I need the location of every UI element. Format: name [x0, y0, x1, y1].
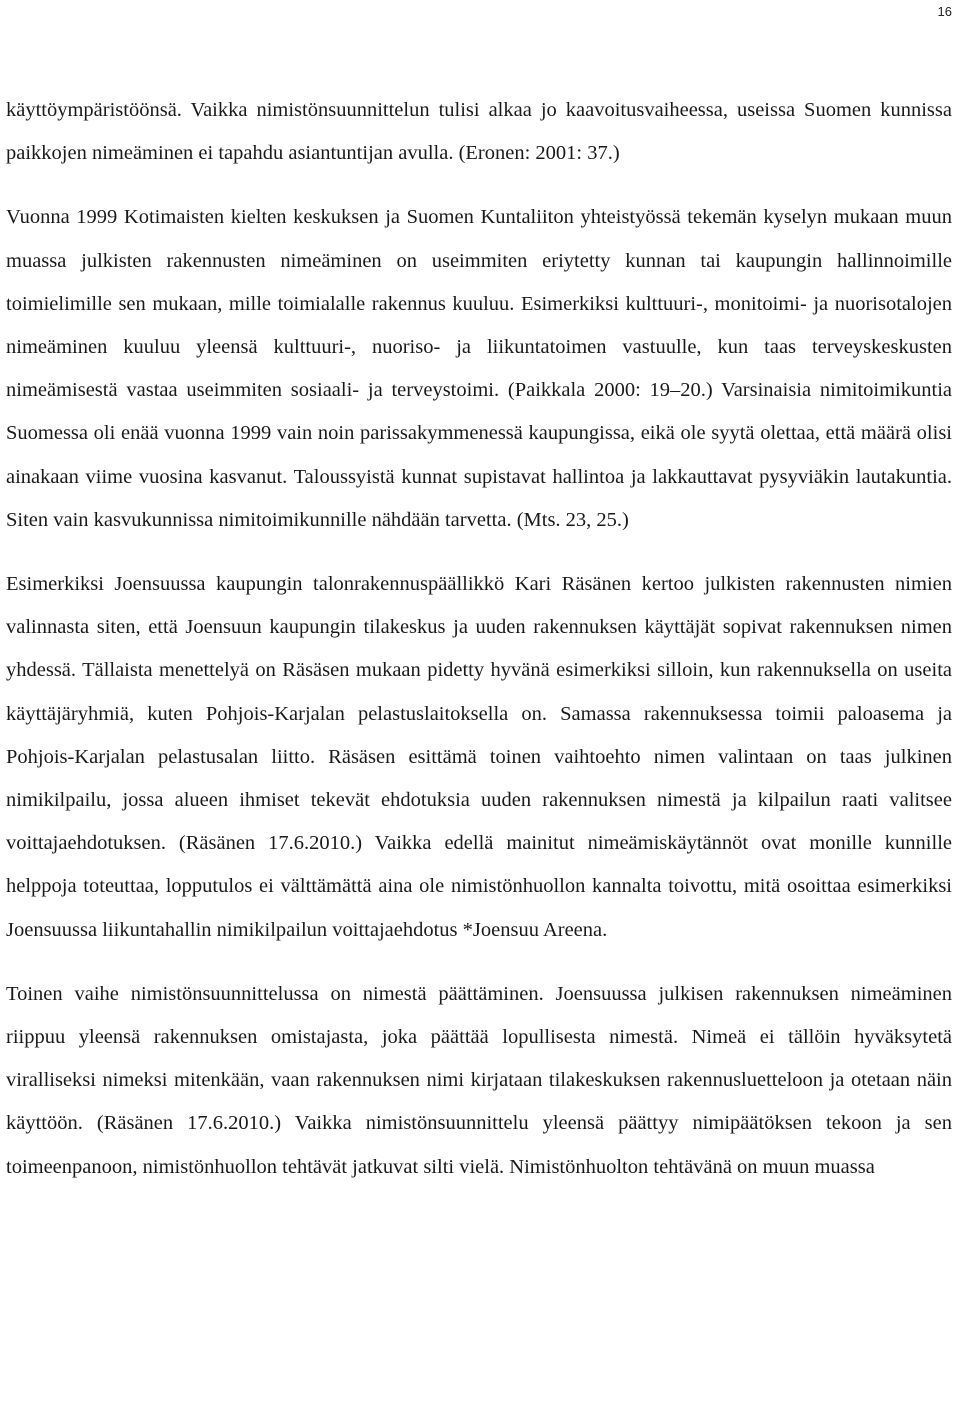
- page-number: 16: [937, 4, 952, 19]
- paragraph-3: Esimerkiksi Joensuussa kaupungin talonrakennuspäällikkö Kari Räsänen kertoo julkisten rakennusten nimien valinnasta siten, että Joensuun kaupungin tilakeskus ja uuden rakennuksen käyttäjät sopivat rakennuksen nimen yhdessä. Tällaista menettelyä on Räsäsen mukaan pidetty hyvänä esimerkiksi silloin, kun rakennuksella on useita käyttäjäryhmiä, kuten Pohjois-Karjalan pelastuslaitoksella on. Samassa rakennuksessa toimii paloasema ja Pohjois-Karjalan pelastusalan liitto. Räsäsen esittämä toinen vaihtoehto nimen valintaan on taas julkinen nimikilpailu, jossa alueen ihmiset tekevät ehdotuksia uuden rakennuksen nimestä ja kilpailun raati valitsee voittajaehdotuksen. (Räsänen 17.6.2010.) Vaikka edellä mainitut nimeämiskäytännöt ovat monille kunnille helppoja toteuttaa, lopputulos ei välttämättä aina ole nimistönhuollon kannalta toivottu, mitä osoittaa esimerkiksi Joensuussa liikuntahallin nimikilpailun voittajaehdotus *Joensuu Areena.: [6, 573, 952, 941]
- document-body: [6, 89, 952, 1189]
- paragraph-2: Vuonna 1999 Kotimaisten kielten keskuksen ja Suomen Kuntaliiton yhteistyössä tekemän kyselyn mukaan muun muassa julkisten rakennusten nimeäminen on useimmiten eriytetty kunnan tai kaupungin hallinnoimille toimielimille sen mukaan, mille toimialalle rakennus kuuluu. Esimerkiksi kulttuuri-, monitoimi- ja nuorisotalojen nimeäminen kuuluu yleensä kulttuuri-, nuoriso- ja liikuntatoimen vastuulle, kun taas terveyskeskusten nimeämisestä vastaa useimmiten sosiaali- ja terveystoimi. (Paikkala 2000: 19–20.) Varsinaisia nimitoimikuntia Suomessa oli enää vuonna 1999 vain noin parissakymmenessä kaupungissa, eikä ole syytä olettaa, että määrä olisi ainakaan viime vuosina kasvanut. Taloussyistä kunnat supistavat hallintoa ja lakkauttavat pysyviäkin lautakuntia. Siten vain kasvukunnissa nimitoimikunnille nähdään tarvetta. (Mts. 23, 25.): [6, 206, 952, 531]
- paragraph-1: käyttöympäristöönsä. Vaikka nimistönsuunnittelun tulisi alkaa jo kaavoitusvaiheessa, useissa Suomen kunnissa paikkojen nimeäminen ei tapahdu asiantuntijan avulla. (Eronen: 2001: 37.): [6, 99, 952, 165]
- paragraph-4: Toinen vaihe nimistönsuunnittelussa on nimestä päättäminen. Joensuussa julkisen rakennuksen nimeäminen riippuu yleensä rakennuksen omistajasta, joka päättää lopullisesta nimestä. Nimeä ei tällöin hyväksytetä viralliseksi nimeksi mitenkään, vaan rakennuksen nimi kirjataan tilakeskuksen rakennusluetteloon ja otetaan näin käyttöön. (Räsänen 17.6.2010.) Vaikka nimistönsuunnittelu yleensä päättyy nimipäätöksen tekoon ja sen toimeenpanoon, nimistönhuollon tehtävät jatkuvat silti vielä. Nimistönhuolton tehtävänä on muun muassa: [6, 982, 952, 1178]
